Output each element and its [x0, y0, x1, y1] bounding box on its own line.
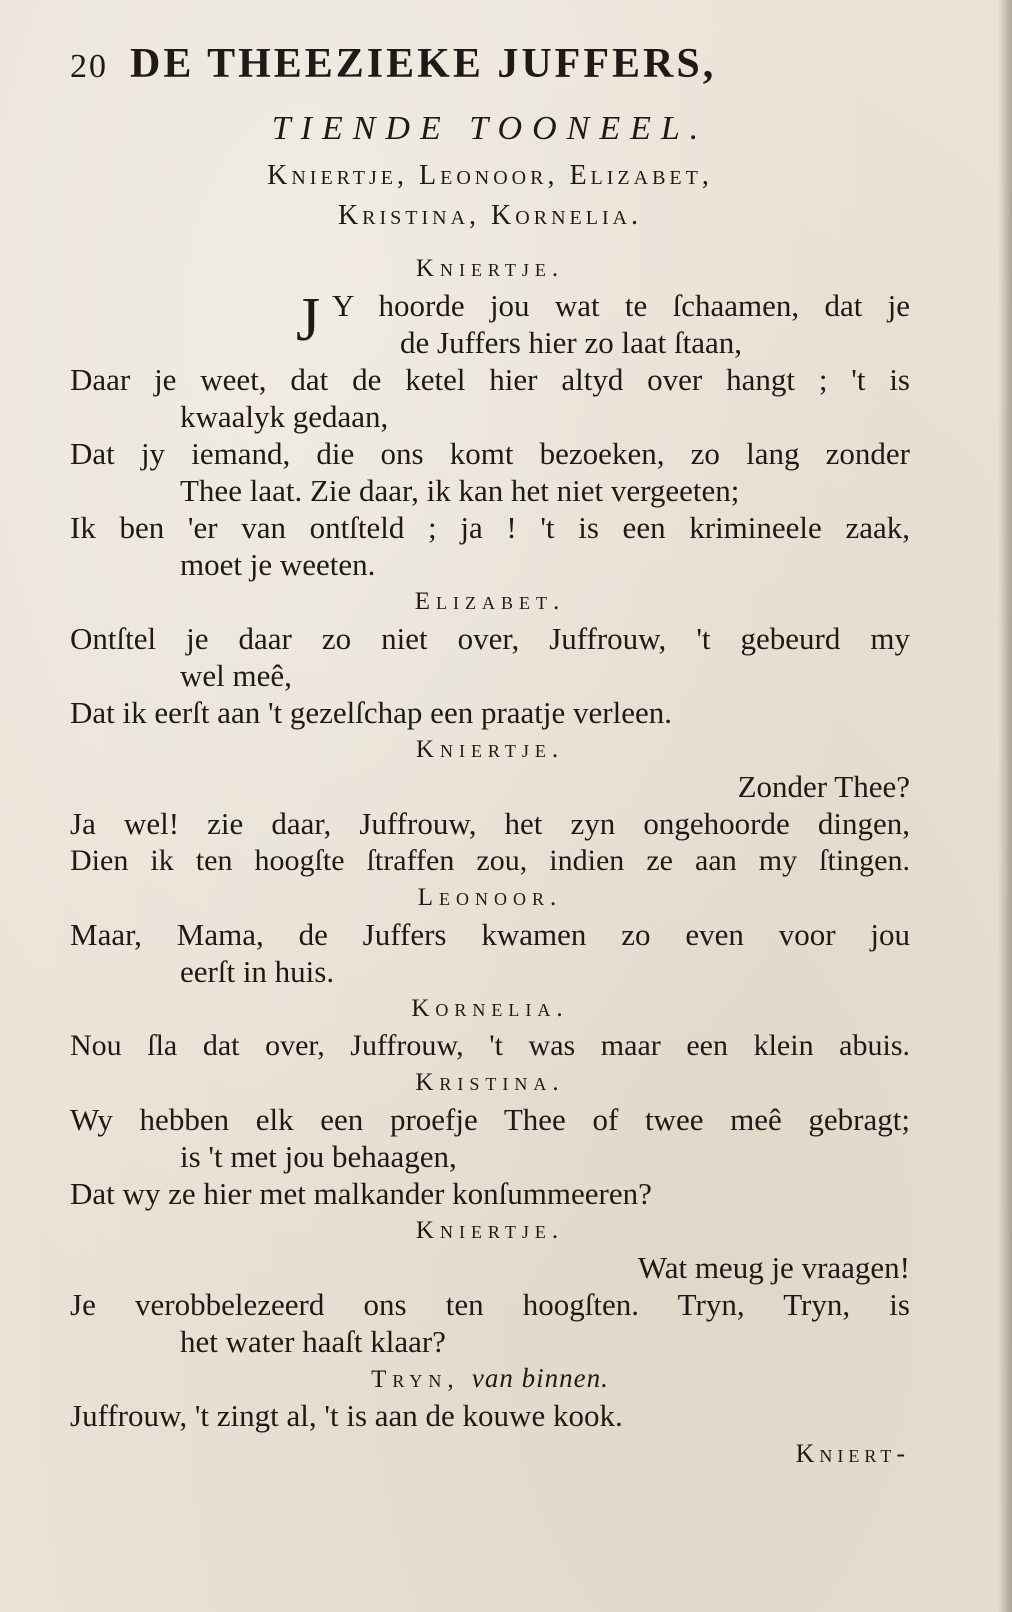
stage-direction: van binnen. [471, 1363, 609, 1393]
speaker-kniertje: Kniertje. [415, 1217, 565, 1244]
verse-line: Je verobbelezeerd ons ten hoogſten. Tryn, Tryn, is [70, 1287, 910, 1322]
verse-line: het water haaſt klaar? [180, 1324, 446, 1359]
page-number: 20 [70, 48, 108, 85]
catchword: Kniert- [795, 1439, 910, 1468]
verse-line: Zonder Thee? [737, 769, 910, 804]
speaker-kristina: Kristina. [415, 1069, 565, 1096]
speech-block [70, 287, 910, 361]
verse-line: kwaalyk gedaan, [180, 399, 389, 434]
verse-line: Ja wel! zie daar, Juffrouw, het zyn ongehoorde dingen, [70, 806, 910, 841]
verse-line: wel meê, [180, 658, 292, 693]
speaker-name: Tryn, [371, 1366, 460, 1393]
verse-line: is 't met jou behaagen, [180, 1139, 457, 1174]
verse-line: Nou ſla dat over, Juffrouw, 't was maar een klein abuis. [70, 1029, 910, 1062]
verse-line: Daar je weet, dat de ketel hier altyd over hangt ; 't is [70, 362, 910, 397]
verse-line: eerſt in huis. [180, 954, 335, 989]
verse-line: Ontſtel je daar zo niet over, Juffrouw, 't gebeurd my [70, 621, 910, 656]
verse-line: Dat ik eerſt aan 't gezelſchap een praatje verleen. [70, 695, 672, 730]
speaker-tryn [70, 1360, 910, 1397]
speaker-leonoor: Leonoor. [417, 884, 563, 911]
verse-line: Wy hebben elk een proefje Thee of twee meê gebragt; [70, 1102, 910, 1137]
verse-line: Thee laat. Zie daar, ik kan het niet vergeeten; [180, 473, 740, 508]
verse-line: Dat wy ze hier met malkander konſummeeren? [70, 1176, 652, 1211]
speaker-kniertje: Kniertje. [415, 255, 565, 282]
running-title: DE THEEZIEKE JUFFERS, [130, 41, 717, 87]
drop-cap: J [296, 286, 321, 354]
verse-line: Wat meug je vraagen! [637, 1250, 910, 1285]
verse-line: Ik ben 'er van ontſteld ; ja ! 't is een krimineele zaak, [70, 510, 910, 545]
verse-line: de Juffers hier zo laat ſtaan, [400, 325, 742, 360]
speaker-kniertje: Kniertje. [415, 736, 565, 763]
cast-list-line-1: Kniertje, Leonoor, Elizabet, [267, 160, 713, 191]
verse-line: Dien ik ten hoogſte ſtraffen zou, indien ze aan my ſtingen. [70, 844, 910, 877]
running-header [70, 40, 910, 102]
speaker-kornelia: Kornelia. [411, 995, 569, 1022]
verse-line: Juffrouw, 't zingt al, 't is aan de kouwe kook. [70, 1398, 623, 1433]
page-edge-shadow [998, 0, 1012, 1612]
verse-line: moet je weeten. [180, 547, 376, 582]
verse-line: Y hoorde jou wat te ſchaamen, dat je [332, 288, 910, 323]
scene-title: TIENDE TOONEEL. [271, 110, 709, 147]
cast-list-line-2: Kristina, Kornelia. [337, 200, 643, 231]
speaker-elizabet: Elizabet. [414, 588, 566, 615]
verse-line: Dat jy iemand, die ons komt bezoeken, zo lang zonder [70, 436, 910, 471]
page-content [70, 40, 910, 1474]
verse-line: Maar, Mama, de Juffers kwamen zo even voor jou [70, 917, 910, 952]
